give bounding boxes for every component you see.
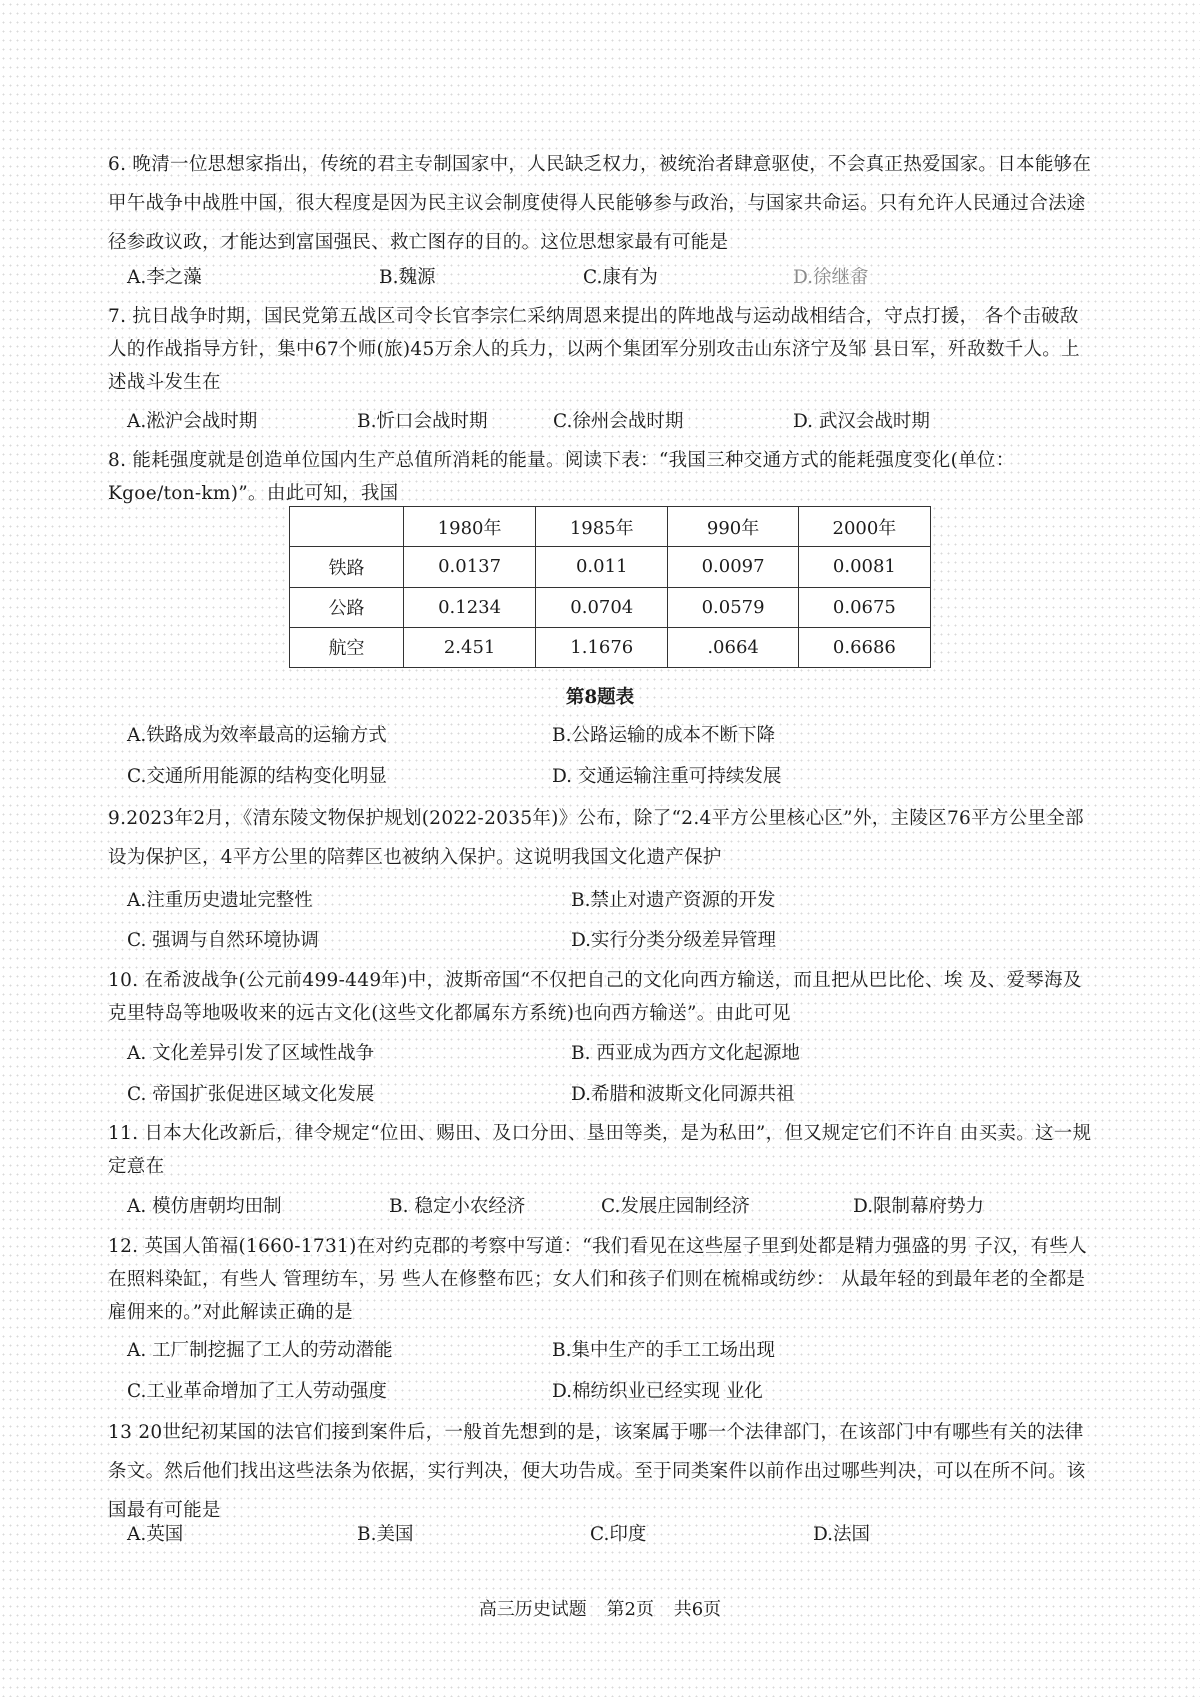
table-cell: 1.1676 — [536, 627, 668, 667]
q7-option-d: D. 武汉会战时期 — [793, 411, 930, 432]
q11-option-c: C.发展庄园制经济 — [601, 1196, 750, 1217]
q12-option-c: C.工业革命增加了工人劳动强度 — [127, 1381, 387, 1402]
table-row — [290, 587, 931, 627]
question-9-stem: 9.2023年2月，《清东陵文物保护规划(2022-2035年)》公布，除了“2.4平方公里核心区”外，主陵区76平方公里全部设为保护区，4平方公里的陪葬区也被纳入保护。这说明我国文化遗产保护 — [108, 808, 1084, 868]
q9-option-d: D.实行分类分级差异管理 — [571, 930, 777, 951]
q7-option-b: B.忻口会战时期 — [357, 411, 488, 432]
q11-option-d: D.限制幕府势力 — [853, 1196, 985, 1217]
q10-option-d: D.希腊和波斯文化同源共祖 — [571, 1084, 795, 1105]
table-cell: 0.6686 — [798, 627, 930, 667]
q7-option-c: C.徐州会战时期 — [553, 411, 684, 432]
question-10-stem: 10. 在希波战争(公元前499-449年)中，波斯帝国“不仅把自己的文化向西方输送，而且把从巴比伦、埃 及、爱琴海及克里特岛等地吸收来的远古文化(这些文化都属东方系统)也向西方输送”。由此可见 — [108, 970, 1082, 1024]
question-12-stem: 12. 英国人笛福(1660-1731)在对约克郡的考察中写道：“我们看见在这些屋子里到处都是精力强盛的男 子汉，有些人在照料染缸，有些人 管理纺车，另 些人在修整布匹；女人们和孩子们则在梳棉或纺纱： 从最年轻的到最年老的全都是雇佣来的。”对此解读正确的是 — [108, 1236, 1087, 1323]
q9-option-c: C. 强调与自然环境协调 — [127, 930, 319, 951]
question-6-stem: 6. 晚清一位思想家指出，传统的君主专制国家中，人民缺乏权力，被统治者肆意驱使，不会真正热爱国家。日本能够在甲午战争中战胜中国，很大程度是因为民主议会制度使得人民能够参与政治，与国家共命运。只有允许人民通过合法途径参政议政，才能达到富国强民、救亡图存的目的。这位思想家最有可能是 — [108, 154, 1092, 253]
q12-option-b: B.集中生产的手工工场出现 — [552, 1340, 775, 1361]
q12-option-d: D.棉纺织业已经实现 业化 — [552, 1381, 763, 1402]
table-cell: 0.0137 — [404, 547, 536, 587]
q13-option-d: D.法国 — [813, 1524, 871, 1545]
q8-option-c: C.交通所用能源的结构变化明显 — [127, 766, 387, 787]
table-cell: 0.0675 — [798, 587, 930, 627]
q10-option-a: A. 文化差异引发了区域性战争 — [127, 1043, 375, 1064]
q12-option-a: A. 工厂制挖掘了工人的劳动潜能 — [127, 1340, 393, 1361]
table-row-label: 航空 — [290, 627, 404, 667]
q7-option-a: A.淞沪会战时期 — [127, 411, 258, 432]
table-cell: 0.0579 — [668, 587, 798, 627]
question-8-stem: 8. 能耗强度就是创造单位国内生产总值所消耗的能量。阅读下表：“我国三种交通方式的能耗强度变化(单位：Kgoe/ton-km)”。由此可知，我国 — [108, 450, 1015, 504]
table-row — [290, 627, 931, 667]
q6-option-a: A.李之藻 — [127, 267, 202, 288]
table-row — [290, 547, 931, 587]
q11-option-a: A. 模仿唐朝均田制 — [127, 1196, 282, 1217]
table-cell: .0664 — [668, 627, 798, 667]
table-caption: 第8题表 — [565, 687, 635, 708]
table-cell: 0.0097 — [668, 547, 798, 587]
q8-option-a: A.铁路成为效率最高的运输方式 — [127, 725, 387, 746]
question-11-stem: 11. 日本大化改新后，律令规定“位田、赐田、及口分田、垦田等类，是为私田”，但又规定它们不许自 由买卖。这一规定意在 — [108, 1123, 1092, 1177]
q6-option-b: B.魏源 — [379, 267, 436, 288]
page-footer: 高三历史试题 第2页 共6页 — [478, 1599, 722, 1620]
table-cell: 2.451 — [404, 627, 536, 667]
q8-option-d: D. 交通运输注重可持续发展 — [552, 766, 782, 787]
q11-option-b: B. 稳定小农经济 — [389, 1196, 526, 1217]
table-row-label: 公路 — [290, 587, 404, 627]
q13-option-b: B.美国 — [357, 1524, 414, 1545]
table-header-cell: 1985年 — [536, 507, 668, 547]
table-header-cell: 990年 — [668, 507, 798, 547]
q8-option-b: B.公路运输的成本不断下降 — [552, 725, 775, 746]
q6-option-d: D.徐继畬 — [793, 267, 869, 288]
table-cell: 0.0081 — [798, 547, 930, 587]
table-cell: 0.011 — [536, 547, 668, 587]
q6-option-c: C.康有为 — [583, 267, 658, 288]
table-corner-cell — [290, 507, 404, 547]
q13-option-a: A.英国 — [127, 1524, 184, 1545]
q9-option-a: A.注重历史遗址完整性 — [127, 890, 313, 911]
table-header-cell: 2000年 — [798, 507, 930, 547]
question-13-stem: 13 20世纪初某国的法官们接到案件后，一般首先想到的是，该案属于哪一个法律部门，在该部门中有哪些有关的法律条文。然后他们找出这些法条为依据，实行判决，便大功告成。至于同类案件以前作出过哪些判决，可以在所不问。该国最有可能是 — [108, 1422, 1086, 1521]
q13-option-c: C.印度 — [590, 1524, 647, 1545]
table-cell: 0.1234 — [404, 587, 536, 627]
q9-option-b: B.禁止对遗产资源的开发 — [571, 890, 776, 911]
energy-intensity-table — [289, 506, 931, 668]
question-7-stem: 7. 抗日战争时期，国民党第五战区司令长官李宗仁采纳周恩来提出的阵地战与运动战相结合，守点打援， 各个击破敌人的作战指导方针，集中67个师(旅)45万余人的兵力，以两个集团军分别攻击山东济宁及邹 县日军，歼敌数千人。上述战斗发生在 — [108, 306, 1080, 393]
table-header-row — [290, 507, 931, 547]
q10-option-c: C. 帝国扩张促进区域文化发展 — [127, 1084, 375, 1105]
q10-option-b: B. 西亚成为西方文化起源地 — [571, 1043, 800, 1064]
table-cell: 0.0704 — [536, 587, 668, 627]
table-header-cell: 1980年 — [404, 507, 536, 547]
table-row-label: 铁路 — [290, 547, 404, 587]
